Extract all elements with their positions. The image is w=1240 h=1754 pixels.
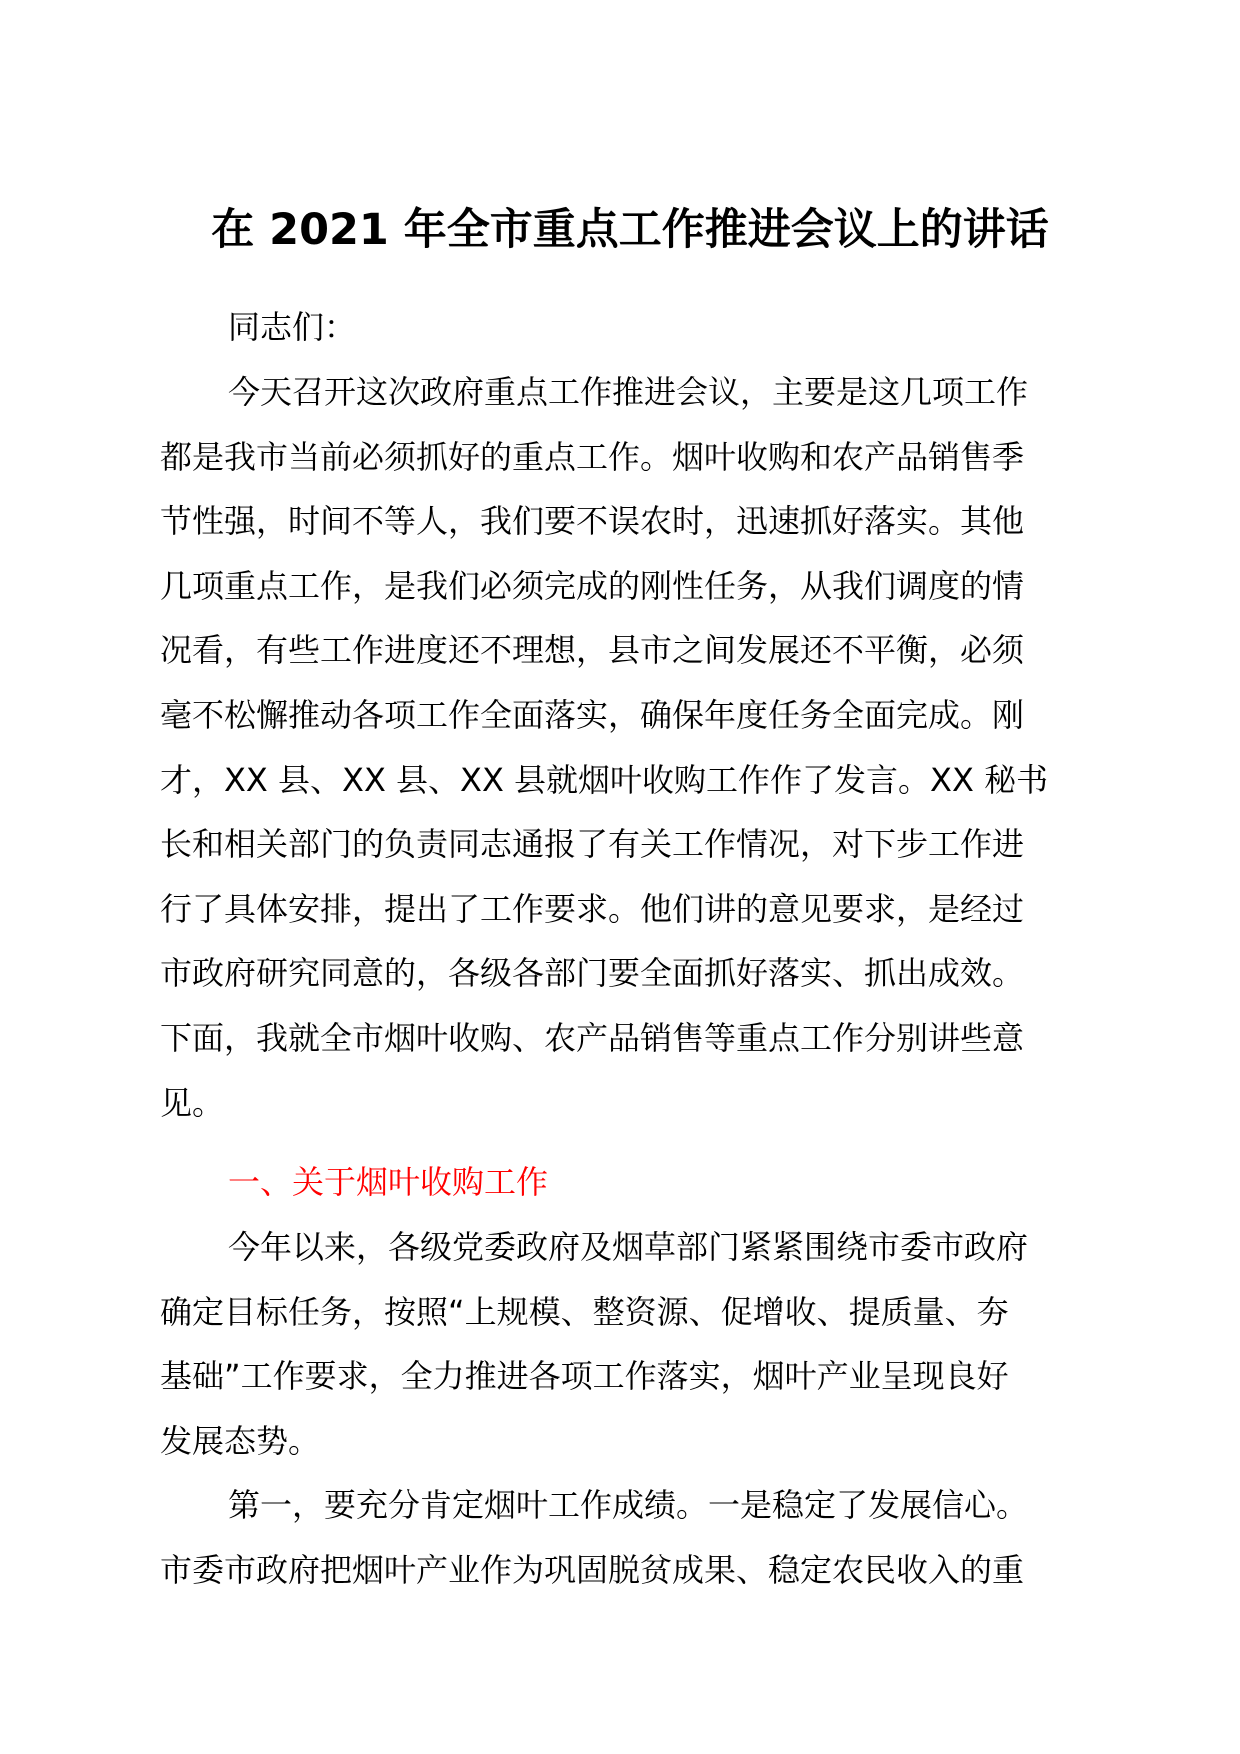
- document-page: [160, 0, 1100, 1754]
- document-title: 在 2021 年全市重点工作推进会议上的讲话: [211, 205, 1049, 255]
- paragraph-intro: [160, 360, 1100, 1135]
- section-heading: 一、关于烟叶收购工作: [228, 1163, 549, 1201]
- text-line: 确定目标任务，按照“上规模、整资源、促增收、提质量、夯: [160, 1292, 1009, 1331]
- text-line: 市政府研究同意的，各级各部门要全面抓好落实、抓出成效。: [160, 954, 1025, 993]
- text-line: 都是我市当前必须抓好的重点工作。烟叶收购和农产品销售季: [160, 437, 1025, 476]
- greeting: 同志们：: [228, 308, 357, 346]
- text-line: 见。: [160, 1083, 225, 1122]
- text-line: 第一，要充分肯定烟叶工作成绩。一是稳定了发展信心。: [228, 1486, 1029, 1524]
- text-line: 基础”工作要求，全力推进各项工作落实，烟叶产业呈现良好: [160, 1357, 1009, 1396]
- text-line: 行了具体安排，提出了工作要求。他们讲的意见要求，是经过: [160, 889, 1025, 928]
- paragraph-first-point: [160, 1473, 1100, 1602]
- text-line: 况看，有些工作进度还不理想，县市之间发展还不平衡，必须: [160, 631, 1025, 670]
- text-line: 市委市政府把烟叶产业作为巩固脱贫成果、稳定农民收入的重: [160, 1550, 1025, 1589]
- text-line: 今天召开这次政府重点工作推进会议，主要是这几项工作: [228, 373, 1029, 411]
- text-line: 几项重点工作，是我们必须完成的刚性任务，从我们调度的情: [160, 566, 1025, 605]
- text-line: 长和相关部门的负责同志通报了有关工作情况，对下步工作进: [160, 825, 1025, 864]
- text-line: 下面，我就全市烟叶收购、农产品销售等重点工作分别讲些意: [160, 1018, 1025, 1057]
- text-line: 节性强，时间不等人，我们要不误农时，迅速抓好落实。其他: [160, 502, 1025, 541]
- text-line: 发展态势。: [160, 1421, 321, 1460]
- paragraph-section-intro: [160, 1215, 1100, 1473]
- text-line: 今年以来，各级党委政府及烟草部门紧紧围绕市委市政府: [228, 1228, 1029, 1266]
- text-line: 才，XX 县、XX 县、XX 县就烟叶收购工作作了发言。XX 秘书: [160, 760, 1049, 799]
- text-line: 毫不松懈推动各项工作全面落实，确保年度任务全面完成。刚: [160, 695, 1025, 734]
